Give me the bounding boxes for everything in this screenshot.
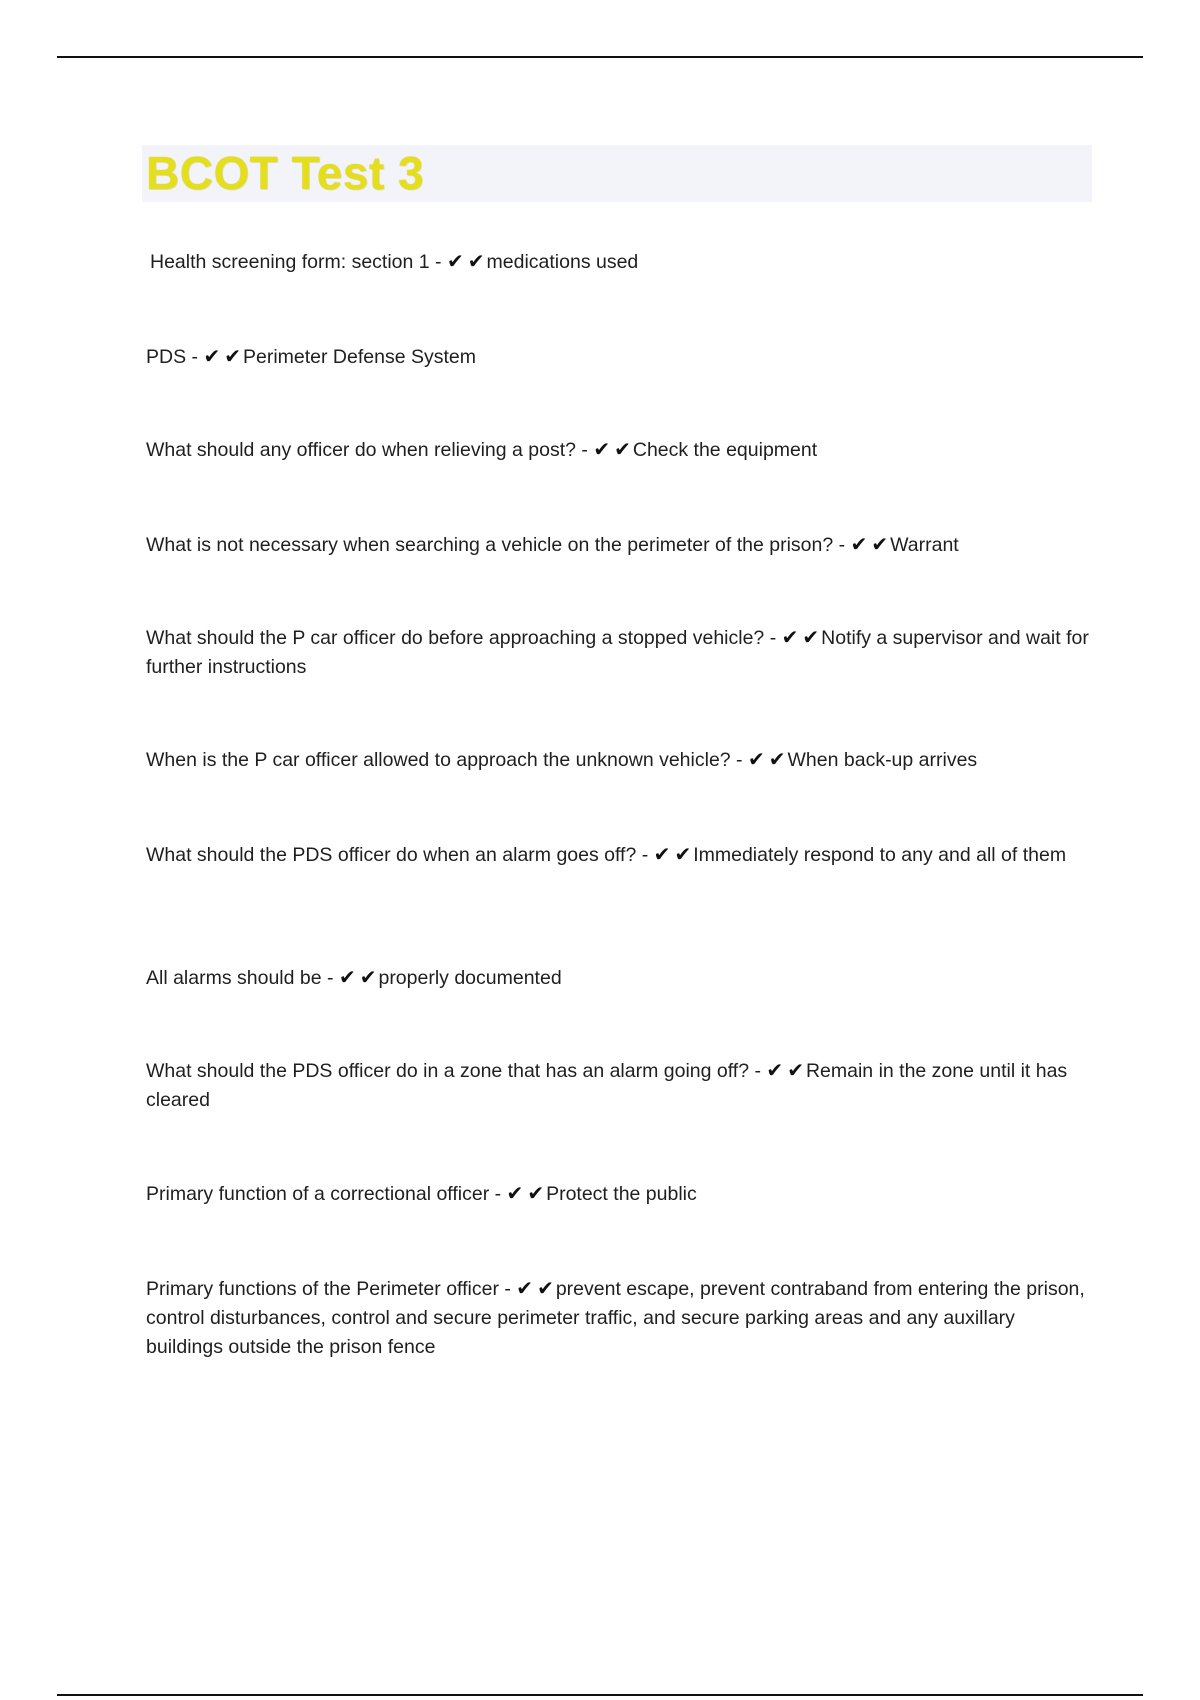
check-icon: ✔ <box>537 1276 554 1300</box>
check-icon: ✔ <box>446 249 464 273</box>
answer-text: Immediately respond to any and all of them <box>693 844 1067 866</box>
check-icon: ✔ <box>747 747 765 771</box>
answer-text: Remain in the zone until it has cleared <box>146 1060 1068 1111</box>
question-text: All alarms should be <box>146 967 322 989</box>
question-text: Health screening form: section 1 <box>150 251 430 273</box>
question-text: When is the P car officer allowed to approach the unknown vehicle? <box>146 749 731 771</box>
question-text: Primary function of a correctional officer <box>146 1183 490 1205</box>
answer-text: Check the equipment <box>632 439 818 461</box>
qa-item: Primary function of a correctional officer - ✔ ✔ Protect the public <box>146 1179 1096 1209</box>
question-text: What should any officer do when relieving a post? <box>146 439 576 461</box>
answer-text: When back-up arrives <box>787 749 978 771</box>
qa-item: All alarms should be - ✔ ✔ properly documented <box>146 963 1096 993</box>
check-icon: ✔ <box>674 842 692 866</box>
check-icon: ✔ <box>781 625 799 649</box>
header-rule <box>57 56 1143 58</box>
qa-item: What is not necessary when searching a vehicle on the perimeter of the prison? - ✔ ✔ Warrant <box>146 530 1096 560</box>
question-text: What should the PDS officer do in a zone that has an alarm going off? <box>146 1060 750 1082</box>
question-text: What is not necessary when searching a vehicle on the perimeter of the prison? <box>146 534 834 556</box>
qa-item: Primary functions of the Perimeter officer - ✔ ✔ prevent escape, prevent contraband from entering the prison, control disturbances, control and secure perimeter traffic, and secure parking areas and any auxillary buildings outside the prison fence <box>146 1276 1085 1358</box>
answer-text: Notify a supervisor and wait for further instructions <box>146 627 1089 678</box>
answer-text: Protect the public <box>546 1183 697 1205</box>
qa-item: What should the PDS officer do when an alarm goes off? - ✔ ✔ Immediately respond to any and all of them <box>146 840 1096 870</box>
footer-rule <box>57 1694 1143 1696</box>
question-text: What should the PDS officer do when an alarm goes off? <box>146 844 637 866</box>
check-icon: ✔ <box>203 344 221 368</box>
check-icon: ✔ <box>359 965 377 989</box>
answer-text: Warrant <box>890 534 959 556</box>
check-icon: ✔ <box>653 842 671 866</box>
qa-item: What should the PDS officer do in a zone that has an alarm going off? - ✔ ✔ Remain in the zone until it has cleared <box>146 1058 1068 1111</box>
document-title: BCOT Test 3 <box>146 147 425 199</box>
question-text: Primary functions of the Perimeter officer <box>146 1278 499 1300</box>
check-icon: ✔ <box>506 1181 524 1205</box>
check-icon: ✔ <box>787 1058 804 1082</box>
check-icon: ✔ <box>802 625 820 649</box>
answer-text: properly documented <box>378 967 562 989</box>
answer-text: prevent escape, prevent contraband from entering the prison, control disturbances, control and secure perimeter traffic, and secure parking areas and any auxillary buildings outside the prison fence <box>146 1278 1085 1358</box>
check-icon: ✔ <box>338 965 356 989</box>
qa-item: When is the P car officer allowed to approach the unknown vehicle? - ✔ ✔ When back-up arrives <box>146 745 1096 775</box>
check-icon: ✔ <box>516 1276 534 1300</box>
answer-text: Perimeter Defense System <box>242 346 476 368</box>
check-icon: ✔ <box>871 532 889 556</box>
check-icon: ✔ <box>527 1181 545 1205</box>
question-text: PDS <box>146 346 187 368</box>
qa-item: PDS - ✔ ✔ Perimeter Defense System <box>146 342 1096 372</box>
check-icon: ✔ <box>768 747 786 771</box>
check-icon: ✔ <box>614 437 631 461</box>
answer-text: medications used <box>486 251 639 273</box>
qa-item: What should the P car officer do before approaching a stopped vehicle? - ✔ ✔ Notify a supervisor and wait for further instructions <box>146 625 1089 678</box>
check-icon: ✔ <box>850 532 868 556</box>
qa-item: What should any officer do when relieving a post? - ✔ ✔ Check the equipment <box>146 435 1096 465</box>
question-text: What should the P car officer do before approaching a stopped vehicle? <box>146 627 765 649</box>
check-icon: ✔ <box>467 249 485 273</box>
qa-item: Health screening form: section 1 - ✔ ✔ medications used <box>150 247 1100 277</box>
check-icon: ✔ <box>224 344 241 368</box>
check-icon: ✔ <box>766 1058 784 1082</box>
check-icon: ✔ <box>593 437 611 461</box>
